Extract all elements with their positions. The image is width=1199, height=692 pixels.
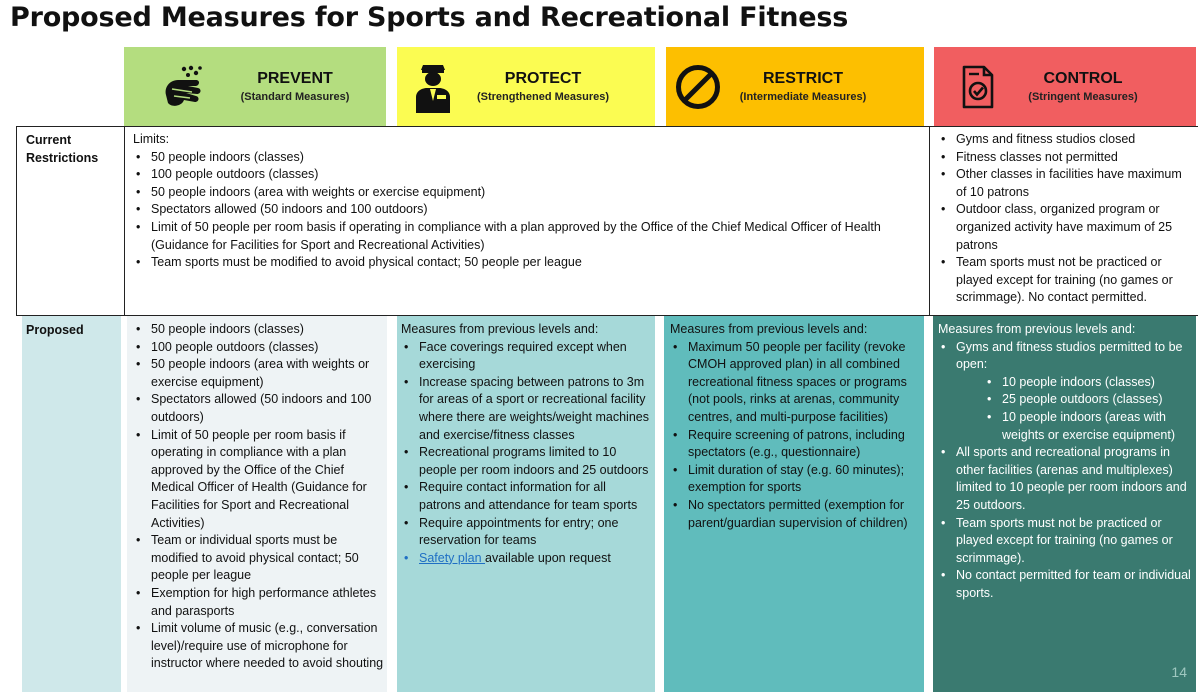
proposed-control-intro: Measures from previous levels and: — [938, 322, 1136, 336]
list-item: • Team or individual sports must be modified to avoid physical contact; 50 people per league — [133, 532, 385, 585]
list-item: • Limit of 50 people per room basis if operating in compliance with a plan approved by the Office of the Chief Medical Officer of Health (Guidance for Facilities for Sport and Recreational Activities) — [133, 219, 923, 254]
proposed-protect-list — [401, 339, 651, 568]
proposed-restrict-list — [670, 339, 920, 533]
header-prevent — [124, 47, 386, 126]
proposed-label-bg — [22, 316, 121, 692]
list-item: • Require screening of patrons, including spectators (e.g., questionnaire) — [670, 427, 920, 462]
list-item: • Limit duration of stay (e.g. 60 minutes); exemption for sports — [670, 462, 920, 497]
header-restrict-name: RESTRICT — [763, 70, 843, 88]
list-item: • Face coverings required except when exercising — [401, 339, 651, 374]
header-control — [934, 47, 1196, 126]
safety-plan-link[interactable]: Safety plan — [419, 550, 486, 565]
list-item: • Recreational programs limited to 10 people per room indoors and 25 outdoors — [401, 444, 651, 479]
guard-icon — [403, 47, 463, 126]
header-control-sub: (Stringent Measures) — [1028, 90, 1138, 103]
header-restrict — [666, 47, 924, 126]
hand-washing-icon — [150, 47, 220, 126]
proposed-control-list-2 — [938, 444, 1193, 602]
proposed-control-sublist — [938, 374, 1193, 444]
proposed-prevent-list — [133, 321, 385, 673]
list-item: • 50 people indoors (area with weights or exercise equipment) — [133, 356, 385, 391]
list-item: • Spectators allowed (50 indoors and 100 outdoors) — [133, 391, 385, 426]
list-item: • Exemption for high performance athletes and parasports — [133, 585, 385, 620]
proposed-restrict-cell — [670, 321, 920, 532]
list-item — [938, 339, 1193, 374]
list-item: • 100 people outdoors (classes) — [133, 166, 923, 184]
list-item: • 25 people outdoors (classes) — [984, 391, 1193, 409]
header-prevent-name: PREVENT — [257, 70, 333, 88]
header-protect-name: PROTECT — [504, 70, 582, 88]
page-title: Proposed Measures for Sports and Recreational Fitness — [10, 2, 849, 33]
list-item: • Team sports must not be practiced or played except for training (no games or scrimmage). — [938, 515, 1193, 568]
list-item: • 10 people indoors (classes) — [984, 374, 1193, 392]
current-restrictions-label: Current Restrictions — [26, 133, 99, 165]
control-open-text: Gyms and fitness studios permitted to be open: — [956, 339, 1183, 372]
list-item: • Require appointments for entry; one reservation for teams — [401, 515, 651, 550]
current-control-list — [938, 131, 1193, 307]
list-item: • 50 people indoors (classes) — [133, 149, 923, 167]
current-limits-cell — [133, 131, 923, 272]
list-item: • 50 people indoors (classes) — [133, 321, 385, 339]
list-item: • Limit volume of music (e.g., conversation level)/require use of microphone for instructor where needed to avoid shouting — [133, 620, 385, 673]
list-item: • 10 people indoors (areas with weights or exercise equipment) — [984, 409, 1193, 444]
current-control-cell — [938, 131, 1193, 307]
proposed-protect-intro: Measures from previous levels and: — [401, 322, 599, 336]
proposed-label: Proposed — [26, 323, 84, 337]
proposed-prevent-cell — [133, 321, 385, 673]
proposed-control-cell — [938, 321, 1193, 603]
proposed-control-list — [938, 339, 1193, 374]
list-item: • Limit of 50 people per room basis if operating in compliance with a plan approved by the Office of the Chief Medical Officer of Health (Guidance for Facilities for Sport and Recreational Activities) — [133, 427, 385, 533]
list-item: • 50 people indoors (area with weights or exercise equipment) — [133, 184, 923, 202]
current-limits-intro: Limits: — [133, 132, 170, 146]
list-item: • Maximum 50 people per facility (revoke CMOH approved plan) in all combined recreational fitness spaces or programs (not pools, rinks at arenas, community centres, and multi-purpose facilities) — [670, 339, 920, 427]
list-item: • Require contact information for all patrons and attendance for team sports — [401, 479, 651, 514]
header-control-name: CONTROL — [1043, 70, 1123, 88]
list-item: • 100 people outdoors (classes) — [133, 339, 385, 357]
header-protect — [397, 47, 655, 126]
list-item: • No contact permitted for team or individual sports. — [938, 567, 1193, 602]
proposed-restrict-intro: Measures from previous levels and: — [670, 322, 868, 336]
proposed-protect-cell — [401, 321, 651, 567]
list-item: • Team sports must not be practiced or played except for training (no games or scrimmage). No contact permitted. — [938, 254, 1193, 307]
current-row-divider-left — [124, 126, 125, 316]
list-item: • Spectators allowed (50 indoors and 100 outdoors) — [133, 201, 923, 219]
list-item — [401, 550, 651, 568]
list-item: • Outdoor class, organized program or organized activity have maximum of 25 patrons — [938, 201, 1193, 254]
current-row-divider-right — [929, 126, 930, 316]
header-restrict-sub: (Intermediate Measures) — [739, 90, 867, 103]
list-item: • Other classes in facilities have maximum of 10 patrons — [938, 166, 1193, 201]
list-item: • All sports and recreational programs in other facilities (arenas and multiplexes) limited to 10 people per room indoors and 25 outdoors. — [938, 444, 1193, 514]
list-item: • Fitness classes not permitted — [938, 149, 1193, 167]
header-protect-sub: (Strengthened Measures) — [476, 90, 610, 103]
list-item: • Gyms and fitness studios closed — [938, 131, 1193, 149]
list-item: • Increase spacing between patrons to 3m for areas of a sport or recreational facility where there are weights/weight machines and exercise/fitness classes — [401, 374, 651, 444]
list-item: • Team sports must be modified to avoid physical contact; 50 people per league — [133, 254, 923, 272]
page-number: 14 — [1171, 664, 1187, 680]
safety-plan-rest: available upon request — [485, 550, 611, 565]
header-prevent-sub: (Standard Measures) — [240, 90, 350, 103]
current-limits-list — [133, 149, 923, 272]
checklist-document-icon — [948, 47, 1008, 126]
prohibited-icon — [668, 47, 728, 126]
list-item: • No spectators permitted (exemption for parent/guardian supervision of children) — [670, 497, 920, 532]
